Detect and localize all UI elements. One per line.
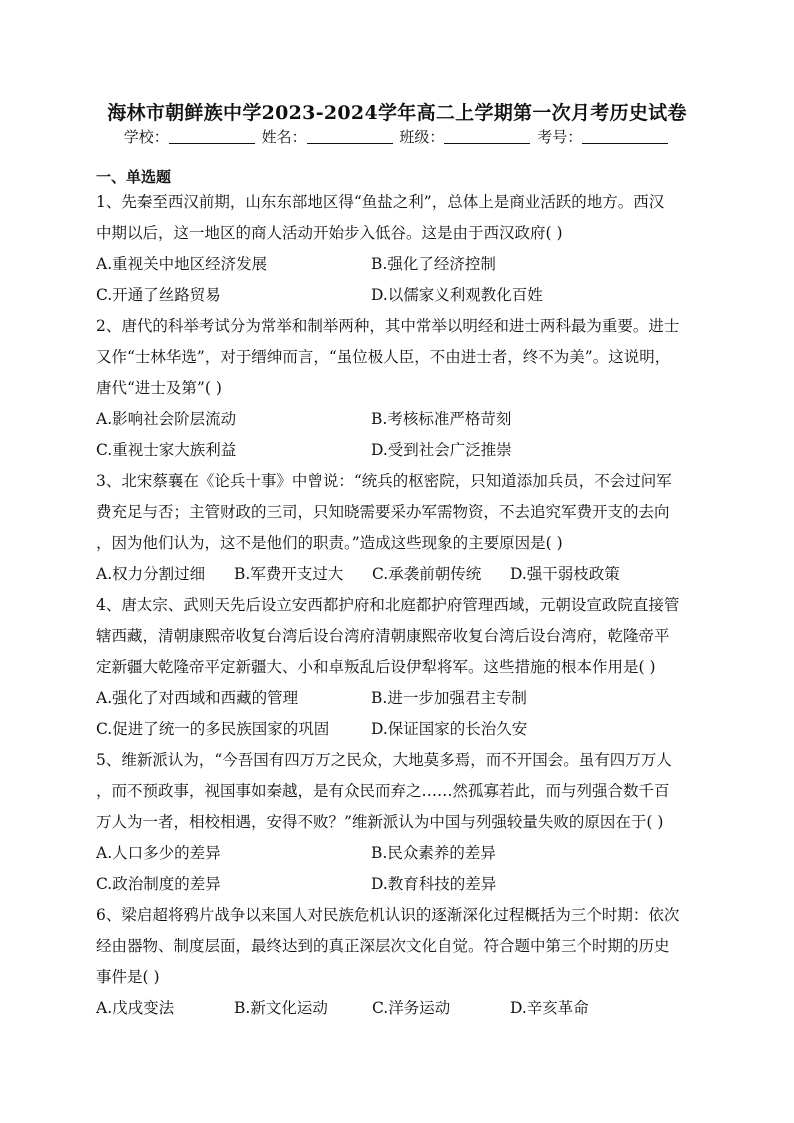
question-line: 1、先秦至西汉前期，山东东部地区得“鱼盐之利”，总体上是商业活跃的地方。西汉 — [96, 193, 665, 211]
option-a[interactable]: A.权力分割过细 — [96, 565, 206, 583]
question-line: 中期以后，这一地区的商人活动开始步入低谷。这是由于西汉政府( ) — [96, 224, 563, 242]
question-line: 4、唐太宗、武则天先后设立安西都护府和北庭都护府管理西域，元朝设宣政院直接管 — [96, 596, 680, 614]
question — [96, 590, 702, 745]
option-d[interactable]: D.教育科技的差异 — [371, 875, 497, 893]
option-c[interactable]: C.促进了统一的多民族国家的巩固 — [96, 720, 330, 738]
option-a[interactable]: A.强化了对西域和西藏的管理 — [96, 689, 299, 707]
options — [96, 838, 702, 900]
exam-title: 海林市朝鲜族中学2023-2024学年高二上学期第一次月考历史试卷 — [107, 102, 687, 124]
question-list — [96, 187, 702, 1024]
question-line: 辖西藏，清朝康熙帝收复台湾后设台湾府清朝康熙帝收复台湾后设台湾府，乾隆帝平 — [96, 627, 670, 645]
option-c[interactable]: C.承袭前朝传统 — [372, 565, 482, 583]
question-line: 6、梁启超将鸦片战争以来国人对民族危机认识的逐渐深化过程概括为三个时期：依次 — [96, 906, 680, 924]
option-d[interactable]: D.强干弱枝政策 — [510, 565, 620, 583]
option-d[interactable]: D.受到社会广泛推崇 — [371, 441, 512, 459]
option-b[interactable]: B.考核标准严格苛刻 — [371, 410, 512, 428]
option-a[interactable]: A.戊戌变法 — [96, 999, 175, 1017]
option-c[interactable]: C.重视士家大族利益 — [96, 441, 237, 459]
option-b[interactable]: B.强化了经济控制 — [371, 255, 496, 273]
question-line: 唐代“进士及第”( ) — [96, 379, 222, 397]
section-title: 一、单选题 — [96, 168, 172, 186]
school-blank[interactable] — [169, 129, 255, 144]
class-blank[interactable] — [444, 129, 530, 144]
name-blank[interactable] — [307, 129, 393, 144]
school-label: 学校： — [123, 128, 169, 146]
option-c[interactable]: C.洋务运动 — [372, 999, 451, 1017]
option-c[interactable]: C.开通了丝路贸易 — [96, 286, 221, 304]
question — [96, 900, 702, 1024]
question-line: ，而不预政事，视国事如秦越，是有众民而弃之……然孤寡若此，而与列强合数千百 — [96, 782, 670, 800]
options — [96, 404, 702, 466]
option-a[interactable]: A.影响社会阶层流动 — [96, 410, 237, 428]
question-line: 又作“士林华选”，对于缙绅而言，“虽位极人臣，不由进士者，终不为美”。这说明， — [96, 348, 671, 366]
number-blank[interactable] — [582, 129, 668, 144]
question-line: 经由器物、制度层面，最终达到的真正深层次文化自觉。符合题中第三个时期的历史 — [96, 937, 670, 955]
name-label: 姓名： — [261, 128, 307, 146]
question — [96, 311, 702, 466]
option-b[interactable]: B.军费开支过大 — [234, 565, 344, 583]
options — [96, 559, 702, 590]
question-line: 定新疆大乾隆帝平定新疆大、小和卓叛乱后设伊犁将军。这些措施的根本作用是( ) — [96, 658, 656, 676]
question-line: ，因为他们认为，这不是他们的职责。”造成这些现象的主要原因是( ) — [96, 534, 563, 552]
question-line: 3、北宋蔡襄在《论兵十事》中曾说：“统兵的枢密院，只知道添加兵员，不会过问军 — [96, 472, 672, 490]
option-a[interactable]: A.重视关中地区经济发展 — [96, 255, 268, 273]
options — [96, 683, 702, 745]
options — [96, 993, 702, 1024]
question-line: 费充足与否；主管财政的三司，只知晓需要采办军需物资，不去追究军费开支的去向 — [96, 503, 670, 521]
question — [96, 466, 702, 590]
option-d[interactable]: D.辛亥革命 — [510, 999, 589, 1017]
option-b[interactable]: B.民众素养的差异 — [371, 844, 496, 862]
class-label: 班级： — [399, 128, 445, 146]
option-c[interactable]: C.政治制度的差异 — [96, 875, 221, 893]
question-line: 万人为一者，相校相遇，安得不败？”维新派认为中国与列强较量失败的原因在于( ) — [96, 813, 664, 831]
student-info-line — [0, 126, 794, 147]
question — [96, 745, 702, 900]
options — [96, 249, 702, 311]
option-b[interactable]: B.进一步加强君主专制 — [371, 689, 527, 707]
option-a[interactable]: A.人口多少的差异 — [96, 844, 221, 862]
option-d[interactable]: D.以儒家义利观教化百姓 — [371, 286, 543, 304]
option-d[interactable]: D.保证国家的长治久安 — [371, 720, 528, 738]
option-b[interactable]: B.新文化运动 — [234, 999, 328, 1017]
question-line: 2、唐代的科举考试分为常举和制举两种，其中常举以明经和进士两科最为重要。进士 — [96, 317, 680, 335]
number-label: 考号： — [537, 128, 583, 146]
question-line: 事件是( ) — [96, 968, 160, 986]
question — [96, 187, 702, 311]
question-line: 5、维新派认为，“今吾国有四万万之民众，大地莫多焉，而不开国会。虽有四万万人 — [96, 751, 672, 769]
